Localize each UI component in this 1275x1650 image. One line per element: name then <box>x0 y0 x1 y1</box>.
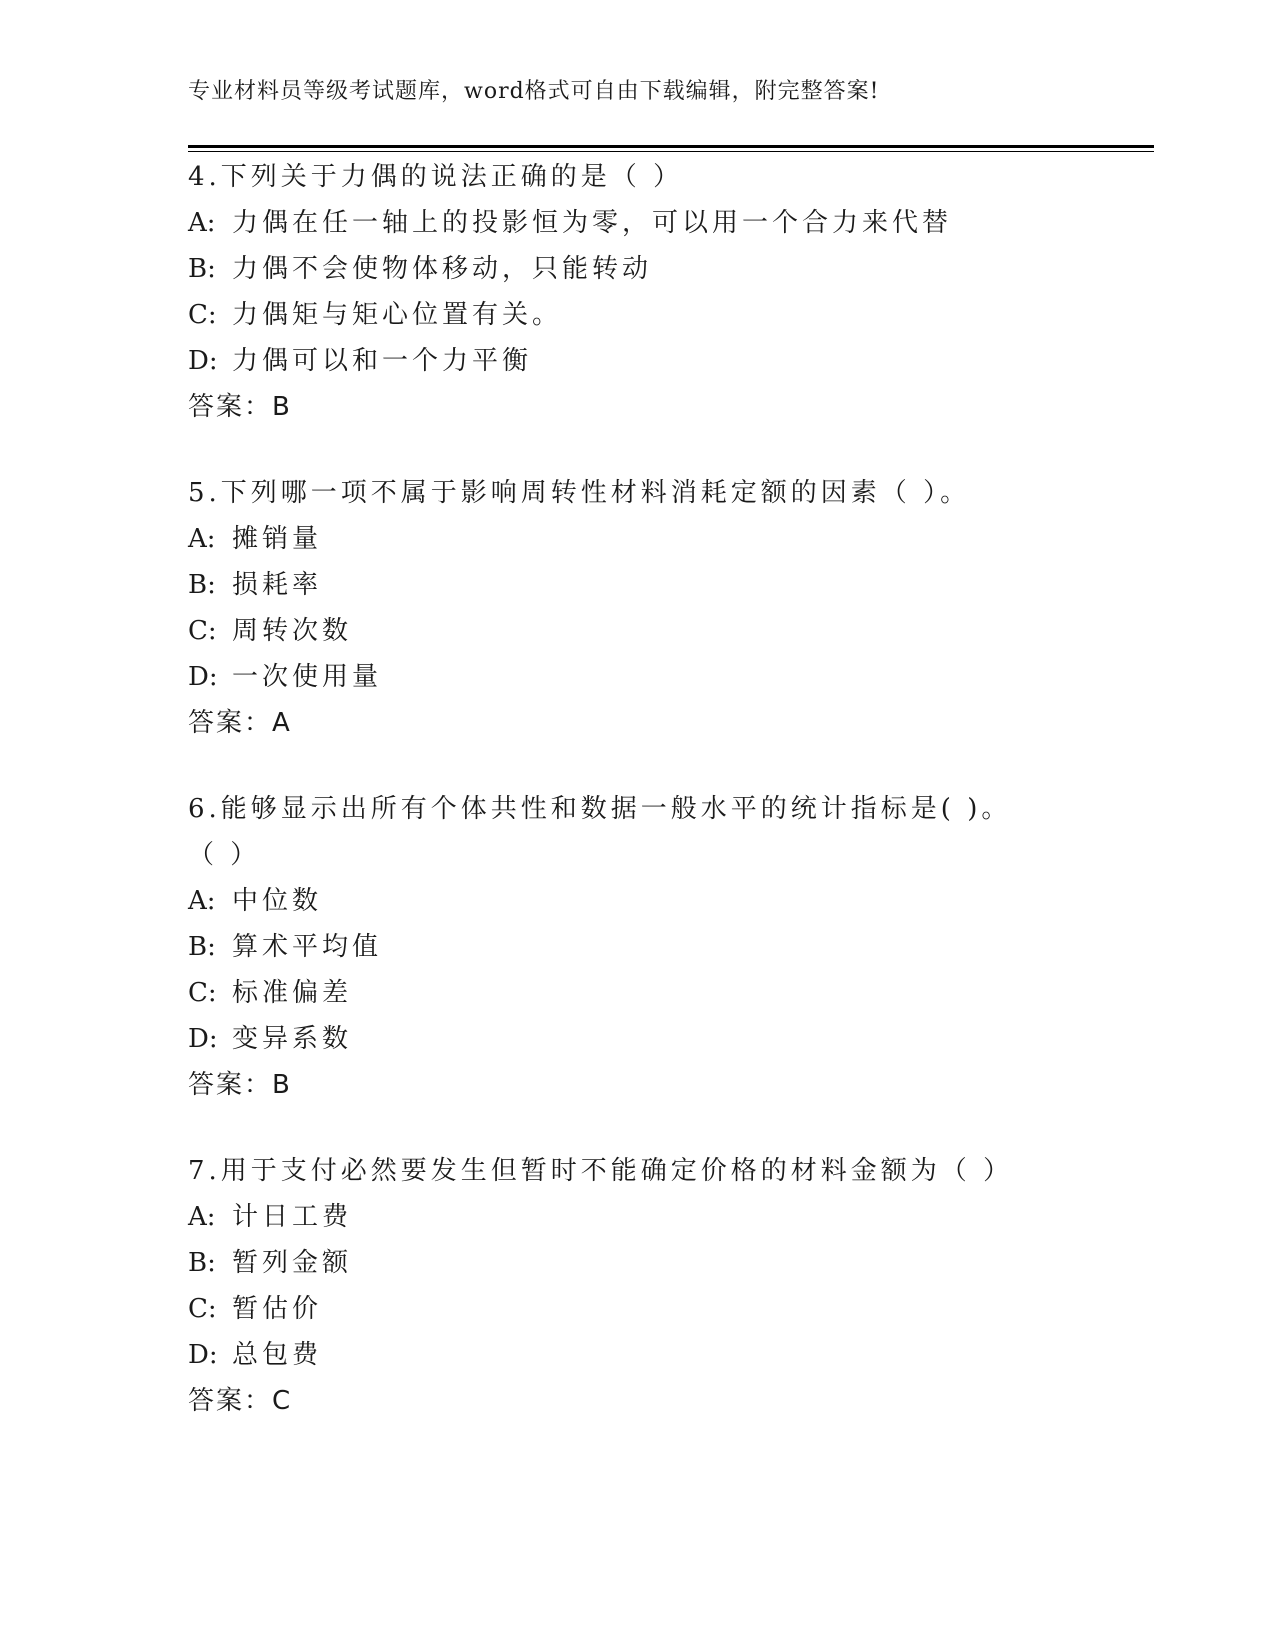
answer-line: 答案：C <box>188 1386 293 1416</box>
option-d <box>188 654 1068 700</box>
option-c <box>188 608 1068 654</box>
option-key: C: <box>188 1294 217 1324</box>
option-b <box>188 246 1068 292</box>
option-key: D: <box>188 1340 218 1370</box>
option-key: A: <box>188 208 216 238</box>
option-text: 暂估价 <box>232 1294 323 1324</box>
option-key: B: <box>188 932 216 962</box>
answer-line: 答案：A <box>188 708 292 738</box>
option-key: C: <box>188 978 217 1008</box>
option-a <box>188 878 1068 924</box>
option-d <box>188 338 1068 384</box>
option-text: 中位数 <box>232 886 323 916</box>
question-stem: 5.下列哪一项不属于影响周转性材料消耗定额的因素（ ）。 <box>188 478 971 508</box>
question-stem: 6.能够显示出所有个体共性和数据一般水平的统计指标是( )。（ ） <box>188 794 1012 870</box>
option-text: 周转次数 <box>232 616 353 646</box>
option-text: 力偶不会使物体移动，只能转动 <box>232 254 653 284</box>
option-c <box>188 1286 1068 1332</box>
option-key: C: <box>188 300 217 330</box>
question-6 <box>188 786 1068 1108</box>
question-7 <box>188 1148 1068 1424</box>
option-text: 标准偏差 <box>232 978 353 1008</box>
option-c <box>188 970 1068 1016</box>
question-stem: 7.用于支付必然要发生但暂时不能确定价格的材料金额为（ ） <box>188 1156 1014 1186</box>
option-text: 损耗率 <box>232 570 323 600</box>
option-key: D: <box>188 1024 218 1054</box>
option-key: A: <box>188 1202 216 1232</box>
option-text: 算术平均值 <box>232 932 383 962</box>
option-b <box>188 562 1068 608</box>
option-text: 暂列金额 <box>232 1248 353 1278</box>
question-stem: 4.下列关于力偶的说法正确的是（ ） <box>188 162 684 192</box>
answer-line: 答案：B <box>188 1070 292 1100</box>
option-text: 力偶可以和一个力平衡 <box>232 346 533 376</box>
option-key: D: <box>188 662 218 692</box>
option-key: C: <box>188 616 217 646</box>
header-rule-thin <box>188 151 1154 152</box>
option-text: 摊销量 <box>232 524 323 554</box>
option-b <box>188 1240 1068 1286</box>
option-text: 变异系数 <box>232 1024 353 1054</box>
option-text: 力偶在任一轴上的投影恒为零，可以用一个合力来代替 <box>232 208 953 238</box>
question-5 <box>188 470 1068 746</box>
option-d <box>188 1016 1068 1062</box>
option-b <box>188 924 1068 970</box>
option-a <box>188 1194 1068 1240</box>
option-text: 计日工费 <box>232 1202 353 1232</box>
question-4 <box>188 154 1068 430</box>
option-a <box>188 516 1068 562</box>
option-key: A: <box>188 886 216 916</box>
option-d <box>188 1332 1068 1378</box>
option-key: B: <box>188 570 216 600</box>
option-text: 一次使用量 <box>232 662 383 692</box>
option-key: D: <box>188 346 218 376</box>
option-text: 总包费 <box>232 1340 323 1370</box>
option-c <box>188 292 1068 338</box>
option-key: B: <box>188 1248 216 1278</box>
option-a <box>188 200 1068 246</box>
option-key: A: <box>188 524 216 554</box>
option-key: B: <box>188 254 216 284</box>
header-rule-thick <box>188 145 1154 148</box>
option-text: 力偶矩与矩心位置有关。 <box>232 300 563 330</box>
answer-line: 答案：B <box>188 392 292 422</box>
page-header: 专业材料员等级考试题库，word格式可自由下载编辑，附完整答案! <box>188 79 880 104</box>
